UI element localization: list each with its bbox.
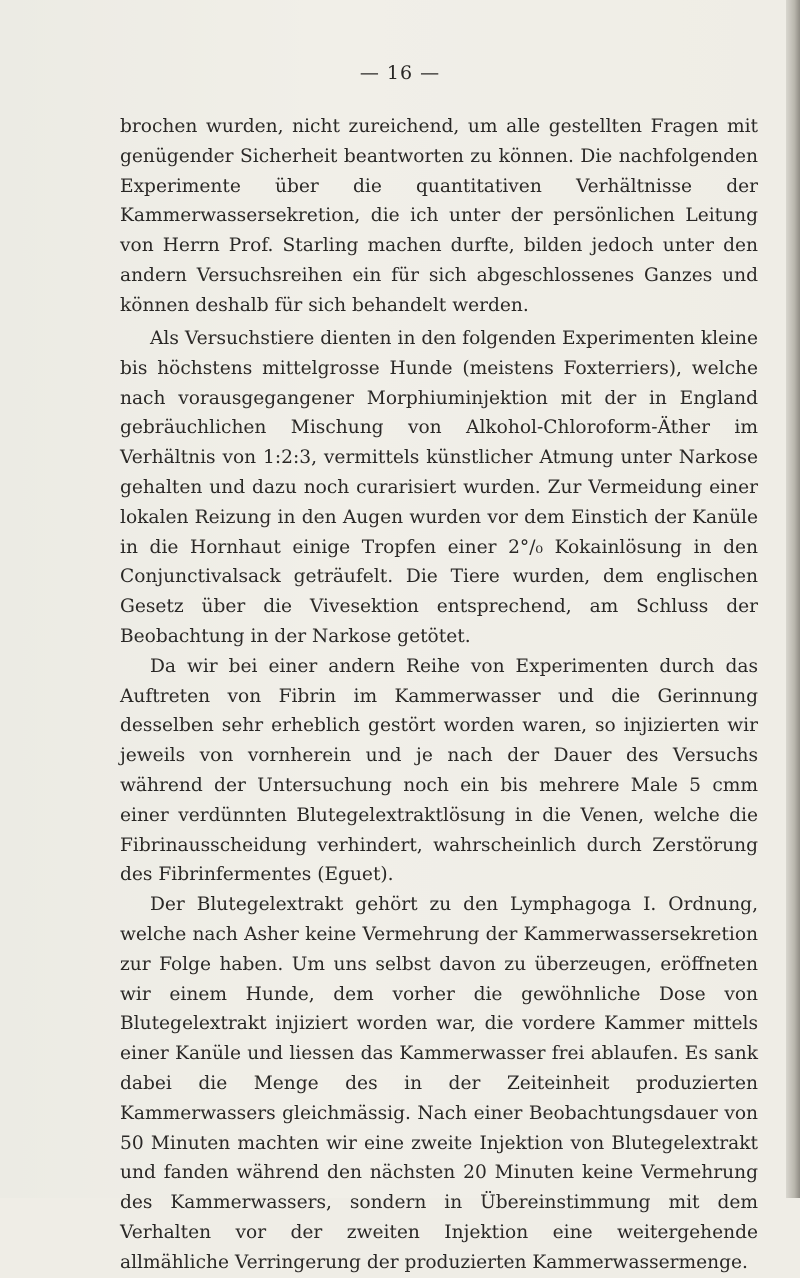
paragraph-leech-extract: Der Blutegelextrakt gehört zu den Lymphagoga I. Ordnung, welche nach Asher keine Vermehrung der Kammerwassersekretion zur Folge haben. Um uns selbst davon zu überzeugen, eröffneten wir einem Hunde, dem vorher die gewöhnliche Dose von Blutegelextrakt injiziert worden war, die vordere Kammer mittels einer Kanüle und liessen das Kammerwasser frei ablaufen. Es sank dabei die Menge des in der Zeiteinheit produzierten Kammerwassers gleichmässig. Nach einer Beobachtungsdauer von 50 Minuten machten wir eine zweite Injektion von Blutegelextrakt und fanden während den nächsten 20 Minuten keine Vermehrung des Kammerwassers, sondern in Übereinstimmung mit dem Verhalten vor der zweiten Injektion eine weitergehende allmähliche Verringerung der produzierten Kammerwassermenge. [120, 894, 758, 1273]
page-edge-shadow [786, 0, 800, 1198]
paragraph-continuation: brochen wurden, nicht zureichend, um alle gestellten Fragen mit genügender Sicherheit beantworten zu können. Die nachfolgenden Experimente über die quantitativen Verhältnisse der Kammerwassersekretion, die ich unter der persönlichen Leitung von Herrn Prof. Starling machen durfte, bilden jedoch unter den andern Versuchsreihen ein für sich abgeschlossenes Ganzes und können deshalb für sich behandelt werden. [120, 116, 758, 316]
paragraph-fibrin: Da wir bei einer andern Reihe von Experimenten durch das Auftreten von Fibrin im Kammerwasser und die Gerinnung desselben sehr erheblich gestört worden waren, so injizierten wir jeweils von vornherein und je nach der Dauer des Versuchs während der Untersuchung noch ein bis mehrere Male 5 cmm einer verdünnten Blutegelextraktlösung in die Venen, welche die Fibrinausscheidung verhindert, wahrscheinlich durch Zerstörung des Fibrinfermentes (Eguet). [120, 655, 758, 886]
page-number: — 16 — [359, 62, 441, 84]
text-block-intro [120, 112, 758, 321]
text-block-main [120, 324, 758, 1278]
paragraph-test-animals: Als Versuchstiere dienten in den folgenden Experimenten kleine bis höchstens mittelgrosse Hunde (meistens Foxterriers), welche nach vorausgegangener Morphiuminjektion mit der in England gebräuchlichen Mischung von Alkohol-Chloroform-Äther im Verhältnis von 1:2:3, vermittels künstlicher Atmung unter Narkose gehalten und dazu noch curarisiert wurden. Zur Vermeidung einer lokalen Reizung in den Augen wurden vor dem Einstich der Kanüle in die Hornhaut einige Tropfen einer 2°/₀ Kokainlösung in den Conjunctivalsack geträufelt. Die Tiere wurden, dem englischen Gesetz über die Vivesektion entsprechend, am Schluss der Beobachtung in der Narkose getötet. [120, 328, 758, 647]
